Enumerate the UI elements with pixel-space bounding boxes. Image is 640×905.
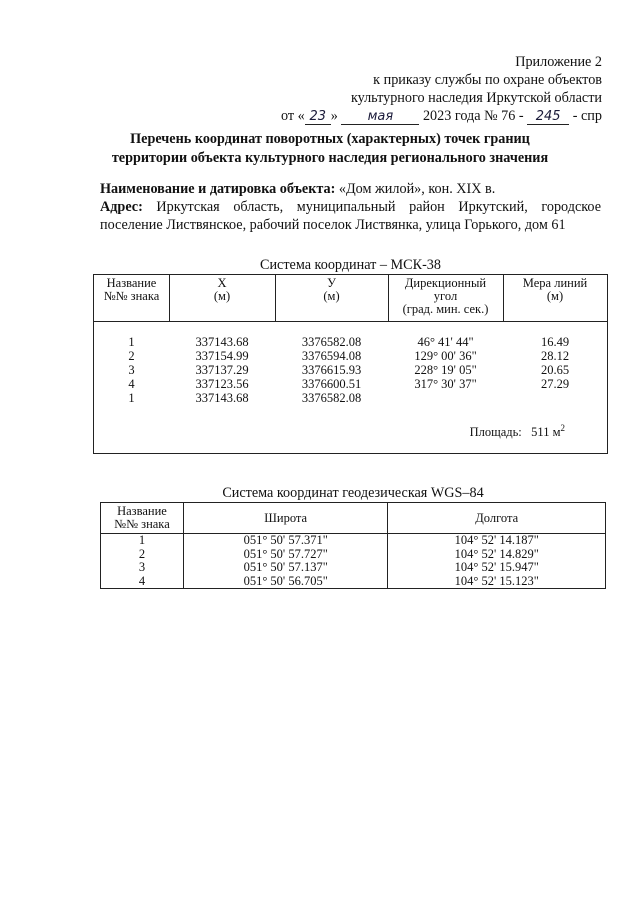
date-prefix: от « (281, 108, 305, 124)
msk-header-name: Название №№ знака (103, 276, 160, 303)
wgs-header-name: Название №№ знака (101, 503, 184, 534)
appendix-line-2: к приказу службы по охране объектов (373, 72, 602, 88)
msk-caption: Система координат – МСК-38 (259, 257, 441, 273)
title-line-1: Перечень координат поворотных (характерных) точек границ (130, 131, 530, 147)
object-name-value: «Дом жилой», кон. XIX в. (335, 181, 496, 197)
msk-coordinates-table (93, 274, 608, 454)
handwritten-month: мая (341, 110, 419, 125)
msk-header-angle: Дирекционный угол (град. мин. сек.) (402, 276, 489, 316)
appendix-header (281, 53, 602, 125)
wgs-caption: Система координат геодезическая WGS–84 (222, 485, 484, 501)
area-number: 511 м (531, 425, 561, 440)
handwritten-day: 23 (305, 110, 331, 125)
date-mid: » (330, 108, 338, 124)
table-row: 1 337143.68 3376582.08 (128, 391, 362, 405)
msk-header-x: X (м) (213, 276, 231, 303)
object-address-label: Адрес: (100, 199, 143, 215)
date-year: 2023 года № 76 - (422, 108, 524, 124)
area-unit-sup: 2 (560, 423, 565, 433)
wgs-coordinates-table (100, 502, 606, 589)
appendix-date-line (281, 107, 602, 125)
table-row: 3 051° 50' 57.137" 104° 52' 15.947" (101, 561, 606, 575)
object-name-label: Наименование и датировка объекта: (100, 181, 336, 197)
document-title (100, 130, 560, 168)
title-line-2: территории объекта культурного наследия регионального значения (111, 150, 549, 166)
area-label: Площадь: (469, 425, 522, 440)
table-row: 4 051° 50' 56.705" 104° 52' 15.123" (101, 575, 606, 589)
msk-header-y: У (м) (323, 276, 340, 303)
area-value (470, 423, 565, 440)
appendix-line-3: культурного наследия Иркутской области (350, 90, 602, 106)
handwritten-order-number: 245 (527, 110, 569, 125)
wgs-header-lat: Широта (183, 503, 388, 534)
object-address (100, 198, 601, 234)
table-row: 4 337123.56 3376600.51 317° 30' 37" 27.29 (128, 377, 570, 391)
table-row: 2 337154.99 3376594.08 129° 00' 36" 28.12 (128, 349, 570, 363)
table-row: 3 337137.29 3376615.93 228° 19' 05" 20.65 (128, 363, 570, 377)
table-row: 1 051° 50' 57.371" 104° 52' 14.187" (101, 534, 606, 548)
appendix-line-1: Приложение 2 (515, 54, 602, 70)
wgs-header-lon: Долгота (388, 503, 606, 534)
object-address-value: Иркутская область, муниципальный район Иркутский, городское поселение Листвянское, рабочий поселок Листвянка, улица Горького, дом 61 (100, 199, 601, 233)
object-info (100, 180, 601, 234)
object-name (100, 180, 601, 198)
table-row: 2 051° 50' 57.727" 104° 52' 14.829" (101, 548, 606, 562)
table-row: 1 337143.68 3376582.08 46° 41' 44" 16.49 (128, 335, 570, 349)
date-suffix: - спр (572, 108, 602, 124)
msk-header-length: Мера линий (м) (522, 276, 588, 303)
